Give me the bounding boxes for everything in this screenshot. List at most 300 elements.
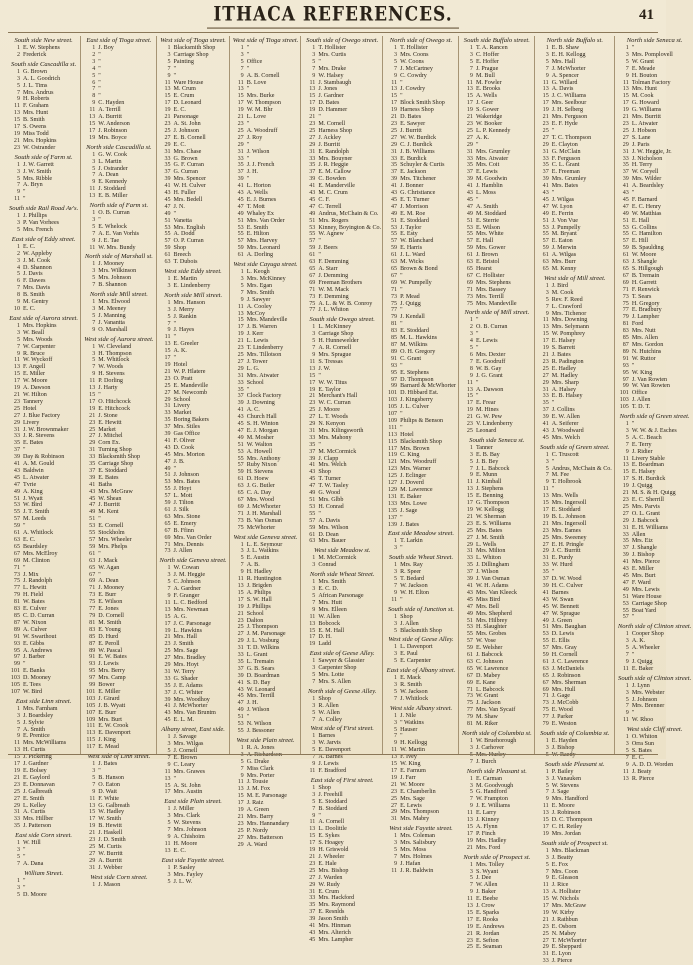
house-number: 57 [391, 238, 398, 245]
resident-name: " [475, 317, 479, 324]
house-number: 7 [625, 754, 629, 761]
resident-name: W. King [400, 761, 421, 768]
house-number: 9 [469, 372, 473, 379]
resident-name: E. Crum [318, 888, 339, 895]
resident-name: J. Rathbun [551, 916, 578, 923]
house-number: 19 [13, 768, 20, 774]
house-number: 91 [622, 355, 629, 362]
resident-entry [462, 445, 532, 452]
resident-name: E. Goodruff [475, 358, 506, 365]
house-number: 3 [545, 744, 549, 751]
resident-entry [9, 124, 78, 131]
resident-name: E. Davenport [318, 747, 351, 754]
house-number: 37 [164, 424, 171, 431]
house-number: 33 [542, 958, 549, 965]
resident-entry [304, 902, 380, 909]
resident-name: C. Grant [400, 355, 422, 362]
resident-name: E. Sterrie [475, 217, 499, 224]
resident-entry [386, 508, 456, 515]
resident-name: C. Bowden [318, 176, 346, 183]
resident-entry [84, 52, 153, 59]
resident-entry [618, 776, 692, 783]
resident-entry [233, 645, 299, 652]
resident-entry [84, 351, 153, 358]
resident-entry [462, 479, 532, 486]
resident-entry [462, 273, 532, 280]
resident-entry [304, 456, 380, 463]
resident-name: Mrs. Atwater [246, 372, 279, 379]
house-number: 67 [622, 272, 629, 279]
resident-entry [304, 197, 380, 204]
resident-entry [618, 462, 692, 469]
resident-name: J. King [98, 737, 116, 744]
resident-entry [233, 462, 299, 469]
resident-name: C. Leary [173, 761, 195, 768]
resident-name: J. L. Babcock [475, 465, 510, 472]
house-number: 25 [542, 127, 549, 134]
house-number: 69 [164, 534, 171, 541]
house-number: 69 [466, 279, 473, 286]
street-heading: East side Fayette street. [161, 856, 225, 864]
resident-entry [462, 738, 532, 745]
house-number: 49 [622, 210, 629, 217]
house-number: 3 [240, 751, 244, 758]
resident-entry [538, 869, 612, 876]
resident-entry [160, 690, 227, 697]
house-number: 31 [466, 148, 473, 155]
resident-entry [84, 775, 153, 782]
street-section [618, 413, 692, 621]
resident-name: J. L. Whiton [318, 307, 349, 314]
house-number: 11 [237, 303, 244, 310]
house-number: 19 [309, 641, 316, 648]
resident-name: Mrs. Sprague [318, 351, 352, 358]
house-number: 5 [167, 878, 171, 885]
resident-name: D. C. Thompson [551, 817, 593, 824]
resident-entry [304, 847, 380, 854]
resident-entry [462, 944, 532, 951]
resident-name: J. E. Williams [475, 803, 511, 810]
resident-name: W. Smith [98, 816, 122, 823]
resident-entry [462, 752, 532, 759]
house-number: 1 [469, 45, 473, 51]
resident-entry [233, 414, 299, 421]
resident-entry [304, 135, 380, 142]
resident-entry [84, 730, 153, 737]
resident-entry [386, 211, 456, 218]
resident-entry [386, 515, 456, 522]
resident-name: A. Whitlock [23, 530, 54, 537]
house-number: 9 [312, 606, 316, 613]
house-number: 19 [466, 407, 473, 414]
resident-entry [160, 204, 227, 211]
resident-name: C. Truscott [551, 451, 579, 458]
house-number: 9 [312, 761, 316, 768]
resident-entry [386, 100, 456, 107]
resident-entry [160, 431, 227, 438]
resident-entry [618, 349, 692, 356]
house-number: 11 [89, 244, 96, 251]
house-number: 29 [466, 141, 473, 148]
resident-name: S. Gower [475, 107, 499, 114]
resident-name: Mrs. Hadley [475, 837, 507, 844]
house-number: 35 [237, 386, 244, 393]
house-number: 69 [542, 686, 549, 693]
resident-entry [462, 324, 532, 331]
resident-name: J. Mitchel [98, 433, 123, 440]
house-number: 69 [89, 578, 96, 585]
resident-entry [233, 693, 299, 700]
resident-entry [304, 658, 380, 665]
resident-name: Mrs. Ingersoll [551, 520, 587, 527]
resident-entry [304, 190, 380, 197]
house-number: 21 [164, 114, 171, 121]
house-number: 89 [622, 348, 629, 355]
resident-entry [462, 345, 532, 352]
house-number: 27 [542, 937, 549, 944]
resident-name: C. King [400, 452, 420, 459]
house-number: 51 [164, 472, 171, 479]
resident-entry [386, 149, 456, 156]
resident-name: J. Tower [246, 358, 268, 365]
resident-entry [538, 107, 612, 114]
resident-name: C. H. Reiley [551, 823, 583, 830]
house-number: 57 [542, 238, 549, 245]
resident-name: W. Bird [23, 502, 43, 509]
resident-entry [304, 861, 380, 868]
house-number: 15 [237, 317, 244, 324]
house-number: 7 [312, 599, 316, 606]
resident-entry [386, 259, 456, 266]
resident-entry [618, 614, 692, 621]
house-number: 79 [466, 714, 473, 721]
resident-entry [160, 86, 227, 93]
resident-name: T. D. T. [631, 404, 651, 411]
resident-entry [462, 225, 532, 232]
house-number: 23 [622, 497, 629, 503]
resident-name: M. Bull [475, 72, 495, 79]
house-number: 59 [391, 245, 398, 252]
resident-entry [160, 500, 227, 507]
resident-entry [538, 803, 612, 810]
resident-entry [618, 490, 692, 497]
resident-name: J. Prague [475, 65, 499, 72]
resident-name: J. Demming [318, 272, 349, 279]
house-number: 29 [164, 141, 171, 148]
resident-entry [618, 142, 692, 149]
house-number: 21 [391, 781, 398, 788]
house-number: 1 [167, 299, 171, 306]
street-section [386, 636, 456, 665]
house-number: 53 [237, 448, 244, 455]
house-number: 1 [167, 276, 171, 282]
house-number: 85 [391, 335, 398, 342]
resident-name: M. Stoddard [475, 210, 507, 217]
house-number: 15 [542, 331, 549, 338]
house-number: 59 [542, 245, 549, 252]
resident-entry [618, 538, 692, 545]
resident-name: Mrs. Harvey [246, 238, 278, 245]
house-number: 47 [164, 458, 171, 465]
resident-entry [304, 176, 380, 183]
street-heading: South side Seneca st. [469, 436, 525, 444]
resident-entry [538, 855, 612, 862]
resident-name: Mrs. Hopkins [23, 137, 57, 144]
resident-name: J. B. Bey [475, 458, 499, 465]
resident-name: W. Moore [631, 252, 657, 259]
resident-entry [304, 86, 380, 93]
resident-name: " [98, 65, 101, 72]
resident-entry [618, 266, 692, 273]
house-number: 17 [542, 507, 549, 513]
header-rule [8, 32, 658, 33]
resident-name: " [98, 93, 101, 100]
house-number: 7 [394, 853, 398, 860]
house-number: 3 [167, 306, 171, 313]
resident-name: D. Cornell [98, 612, 124, 619]
house-number: 25 [89, 843, 96, 850]
resident-name: J. Von Vue [551, 217, 578, 224]
house-number: 67 [89, 571, 96, 578]
resident-entry [304, 586, 380, 593]
resident-entry [233, 490, 299, 497]
house-number: 7 [625, 441, 629, 448]
resident-entry [538, 66, 612, 73]
resident-name: Mrs. Pomplovell [631, 51, 673, 58]
resident-name: Harness Shop [400, 107, 434, 114]
street-heading: West side Cliff street. [626, 726, 683, 734]
resident-entry [84, 789, 153, 796]
resident-entry [386, 266, 456, 273]
house-number: 1 [469, 317, 473, 324]
house-number: 69 [622, 279, 629, 286]
resident-name: J. M. Heggie [173, 572, 206, 579]
resident-name: Mrs. Nutt [631, 328, 656, 335]
house-number: 3 [240, 51, 244, 58]
resident-name: Mrs. Hall [551, 58, 576, 65]
resident-entry [233, 218, 299, 225]
resident-entry [386, 833, 456, 840]
house-number: 29 [622, 517, 629, 524]
house-number: 21 [309, 393, 316, 400]
resident-entry [84, 844, 153, 851]
house-number: 3 [394, 651, 398, 658]
resident-entry [386, 218, 456, 225]
house-number: 57 [622, 238, 629, 245]
resident-name: Blacksmith Shop [173, 45, 216, 51]
house-number: 23 [89, 837, 96, 844]
resident-entry [386, 135, 456, 142]
resident-name: Mrs. McGraw [551, 903, 587, 910]
house-number: 5 [240, 58, 244, 65]
resident-name: W. Jarvis [318, 740, 341, 747]
resident-entry [9, 885, 78, 892]
resident-name: J. Vanantta [98, 319, 125, 326]
resident-entry [304, 393, 380, 400]
resident-name: B. Smith [23, 292, 45, 299]
resident-name: J. Crow [475, 903, 495, 910]
house-number: 73 [309, 293, 316, 300]
house-number: 3 [394, 545, 398, 552]
resident-name: Mrs. Hoyt [173, 662, 199, 669]
house-number: 7 [469, 882, 473, 889]
resident-name: E. Gaylord [23, 774, 50, 781]
resident-entry [538, 73, 612, 80]
street-section [84, 874, 153, 889]
resident-name: J. D. Smith [98, 837, 126, 844]
resident-name: " [98, 72, 101, 79]
resident-entry [233, 304, 299, 311]
resident-entry [9, 468, 78, 475]
house-number: 17 [466, 500, 473, 507]
house-number: 47 [89, 502, 96, 509]
resident-name: E. J. Burnes [246, 196, 277, 203]
resident-name: W. Carpenter [23, 343, 56, 350]
resident-entry [9, 220, 78, 227]
house-number: 13 [89, 193, 96, 200]
resident-name: R. Padington [551, 358, 584, 365]
resident-name: H. Field [23, 592, 43, 599]
resident-entry [304, 476, 380, 483]
house-number: 3 [394, 682, 398, 689]
house-number: 107 [86, 709, 96, 716]
resident-entry [538, 472, 612, 479]
house-number: 9 [92, 788, 96, 795]
resident-name: J. Clapp [318, 455, 339, 462]
resident-entry [304, 840, 380, 847]
house-number: 61 [622, 252, 629, 259]
resident-name: L. Babcock [475, 686, 505, 693]
resident-entry [538, 889, 612, 896]
resident-entry [304, 679, 380, 686]
resident-name: E. Stoddard [551, 507, 581, 513]
house-number: 5 [625, 434, 629, 441]
resident-name: E. W. Stephens [23, 45, 60, 51]
house-number: 1 [394, 644, 398, 651]
house-number: 13 [622, 462, 629, 469]
resident-entry [618, 321, 692, 328]
resident-name: W. Shean [98, 495, 122, 502]
resident-name: O. H. Gregory [400, 348, 436, 355]
resident-name: " [551, 486, 555, 493]
resident-name: " [98, 768, 101, 774]
house-number: 35 [237, 658, 244, 665]
house-number: 31 [13, 426, 20, 433]
house-number: 41 [164, 703, 171, 710]
resident-entry [160, 183, 227, 190]
directory-column [382, 36, 458, 874]
house-number: 9 [625, 658, 629, 665]
house-number: 53 [622, 600, 629, 607]
resident-name: J. B. Warren [246, 324, 277, 331]
resident-entry [386, 689, 456, 696]
resident-name: " [318, 114, 321, 121]
street-section [84, 291, 153, 334]
house-number: 25 [466, 127, 473, 134]
resident-name: E. C. [23, 537, 36, 543]
house-number: 15 [391, 93, 398, 100]
house-number: 39 [542, 414, 549, 421]
resident-entry [9, 789, 78, 796]
house-number: 77 [391, 307, 398, 314]
house-number: 7 [16, 343, 20, 350]
resident-name: J. Beatty [551, 854, 574, 861]
house-number: 95 [89, 668, 96, 675]
resident-entry [84, 682, 153, 689]
house-number: 67 [164, 527, 171, 534]
house-number: 29 [237, 365, 244, 372]
resident-name: M. McCormick [318, 555, 357, 562]
house-number: 29 [237, 638, 244, 645]
house-number: 5 [312, 798, 316, 805]
resident-entry [160, 479, 227, 486]
resident-entry [160, 542, 227, 549]
resident-entry [233, 359, 299, 366]
resident-entry [538, 493, 612, 500]
street-heading: South side Wheat Street. [388, 554, 454, 562]
resident-name: E. Kennedy [98, 179, 128, 186]
resident-entry [618, 280, 692, 287]
resident-name: Mrs. Wilgas [173, 741, 204, 748]
house-number: 17 [237, 100, 244, 107]
resident-entry [9, 169, 78, 176]
resident-name: E. C. D. [318, 586, 339, 593]
resident-entry [538, 796, 612, 803]
house-number: 29 [542, 379, 549, 386]
house-number: 39 [309, 916, 316, 923]
resident-entry [386, 789, 456, 796]
resident-entry [618, 769, 692, 776]
house-number: 25 [622, 503, 629, 510]
resident-entry [462, 528, 532, 535]
resident-name: E. Sparks [475, 909, 500, 916]
house-number: 49 [309, 210, 316, 217]
resident-name: M. Mosher [246, 434, 274, 441]
resident-name: Boring Bakers [173, 417, 209, 424]
house-number: 21 [466, 930, 473, 937]
resident-entry [9, 592, 78, 599]
house-number: 29 [309, 881, 316, 888]
house-number: 19 [466, 507, 473, 513]
house-number: 31 [164, 148, 171, 155]
house-number: 17 [622, 100, 629, 107]
street-section [160, 268, 227, 290]
house-number: 11 [89, 107, 96, 114]
resident-entry [386, 768, 456, 775]
street-section [160, 557, 227, 724]
resident-name: Mrs. Burt [631, 572, 656, 579]
street-section [9, 870, 78, 899]
resident-name: L. Davenport [400, 644, 433, 651]
resident-name: Mrs. Wilder [631, 176, 662, 183]
resident-entry [84, 851, 153, 858]
house-number: 59 [13, 523, 20, 530]
resident-entry [618, 204, 692, 211]
resident-name: W. Van Rowten [631, 383, 670, 390]
resident-name: McWhorter [246, 524, 276, 531]
resident-name: Shop [173, 245, 187, 252]
resident-entry [84, 427, 153, 434]
street-heading: South side of Farm st. [14, 153, 73, 161]
resident-entry [538, 259, 612, 266]
resident-name: Mrs. Hurley [475, 751, 506, 758]
resident-name: G. F. Curran [173, 162, 204, 169]
resident-entry [618, 421, 692, 428]
resident-entry [84, 723, 153, 730]
house-number: 37 [309, 909, 316, 916]
house-number: 69 [466, 679, 473, 686]
resident-name: Mrs. Hopkins [23, 322, 57, 329]
